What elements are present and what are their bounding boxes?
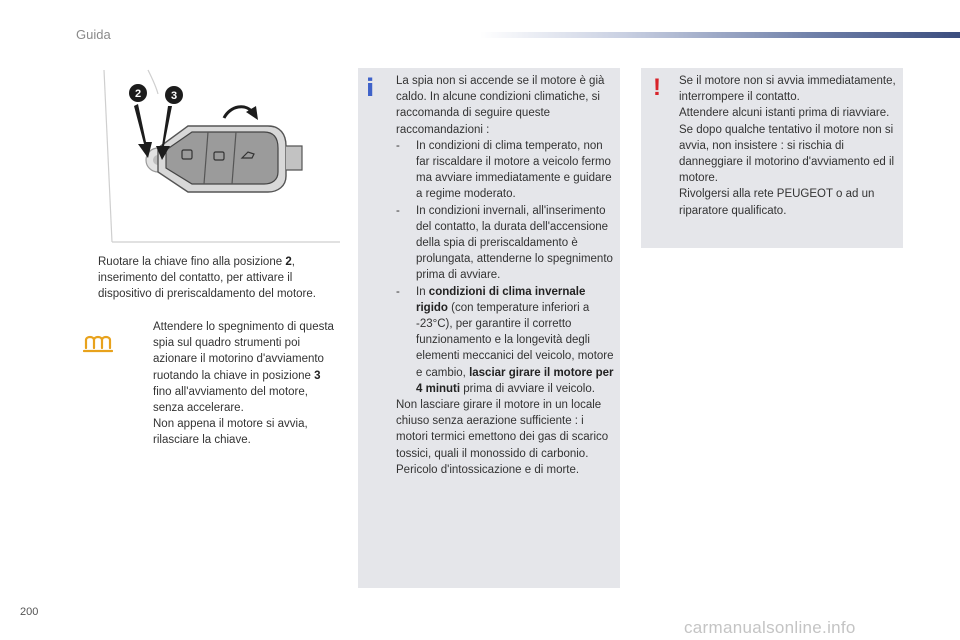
section-title: Guida — [76, 27, 111, 42]
list-item — [396, 203, 614, 284]
callout-3 — [165, 86, 183, 104]
warning-box — [641, 68, 903, 248]
list-item-text: (con temperature inferiori a -23°C), per garantire il corretto funzionamento e la longevità degli elementi meccanici del veicolo, motore e cambio, — [416, 301, 614, 379]
warning-paragraph: Attendere alcuni istanti prima di riavviare. Se dopo qualche tentativo il motore non si avvia, non insistere : si rischia di danneggiare il motorino d'avviamento ed il motore. — [679, 107, 895, 185]
key-position-2: 2 — [285, 256, 292, 268]
header-bar — [480, 32, 960, 38]
callout-2 — [129, 84, 147, 102]
preheating-glow-plug-icon — [83, 334, 113, 354]
info-closing: Non lasciare girare il motore in un locale chiuso senza aerazione sufficiente : i motori termici emettono dei gas di scarico tossici, quali il monossido di carbonio. Pericolo d'intossicazione e di morte. — [396, 399, 609, 476]
warning-paragraph: Se il motore non si avvia immediatamente, interrompere il contatto. — [679, 75, 896, 104]
info-intro: La spia non si accende se il motore è già caldo. In alcune condizioni climatiche, si raccomanda di seguire queste raccomandazioni : — [396, 75, 605, 136]
dash: - — [396, 139, 400, 152]
warning-paragraph: Rivolgersi alla rete PEUGEOT o ad un riparatore qualificato. — [679, 188, 875, 217]
info-box — [358, 68, 620, 588]
svg-text:2: 2 — [134, 88, 142, 100]
list-item — [396, 284, 614, 397]
instruction-text: Attendere lo spegnimento di questa spia sul quadro strumenti poi azionare il motorino d'avviamento ruotando la chiave in posizione — [153, 321, 334, 382]
key-fob — [158, 126, 302, 192]
instruction-text: Non appena il motore si avvia, rilasciare la chiave. — [153, 418, 308, 447]
instruction-text: Ruotare la chiave fino alla posizione — [98, 256, 286, 268]
warning-icon: ! — [653, 74, 661, 101]
list-item-text: In condizioni invernali, all'inserimento del contatto, la durata dell'accensione della spia di preriscaldamento è prolungata, attenderne lo spegnimento prima di avviare. — [416, 204, 613, 282]
svg-text:3: 3 — [170, 90, 178, 102]
list-item-text: prima di avviare il veicolo. — [460, 382, 595, 395]
emphasis: condizioni di clima invernale rigido — [416, 285, 586, 314]
instruction-turn-key — [98, 254, 348, 303]
dash: - — [396, 204, 400, 217]
emphasis: lasciar girare il motore per 4 minuti — [416, 366, 614, 395]
warning-text — [679, 73, 897, 219]
instruction-text: , inserimento del contatto, per attivare il dispositivo di preriscaldamento del motore. — [98, 256, 316, 301]
key-position-3: 3 — [314, 369, 321, 382]
list-item — [396, 138, 614, 203]
key-fob-illustration — [96, 66, 340, 246]
info-text — [396, 73, 614, 478]
instruction-start-engine — [153, 319, 341, 449]
info-icon: i — [366, 74, 375, 102]
list-item-text: In — [416, 285, 429, 298]
page-number: 200 — [20, 606, 39, 618]
instruction-text: fino all'avviamento del motore, senza accelerare. — [153, 385, 308, 415]
dash: - — [396, 285, 400, 298]
list-item-text: In condizioni di clima temperato, non far riscaldare il motore a veicolo fermo ma avviare immediatamente e guidare a regime moderato. — [416, 139, 612, 201]
watermark: carmanualsonline.info — [684, 618, 856, 637]
rotation-arrow — [224, 106, 258, 120]
